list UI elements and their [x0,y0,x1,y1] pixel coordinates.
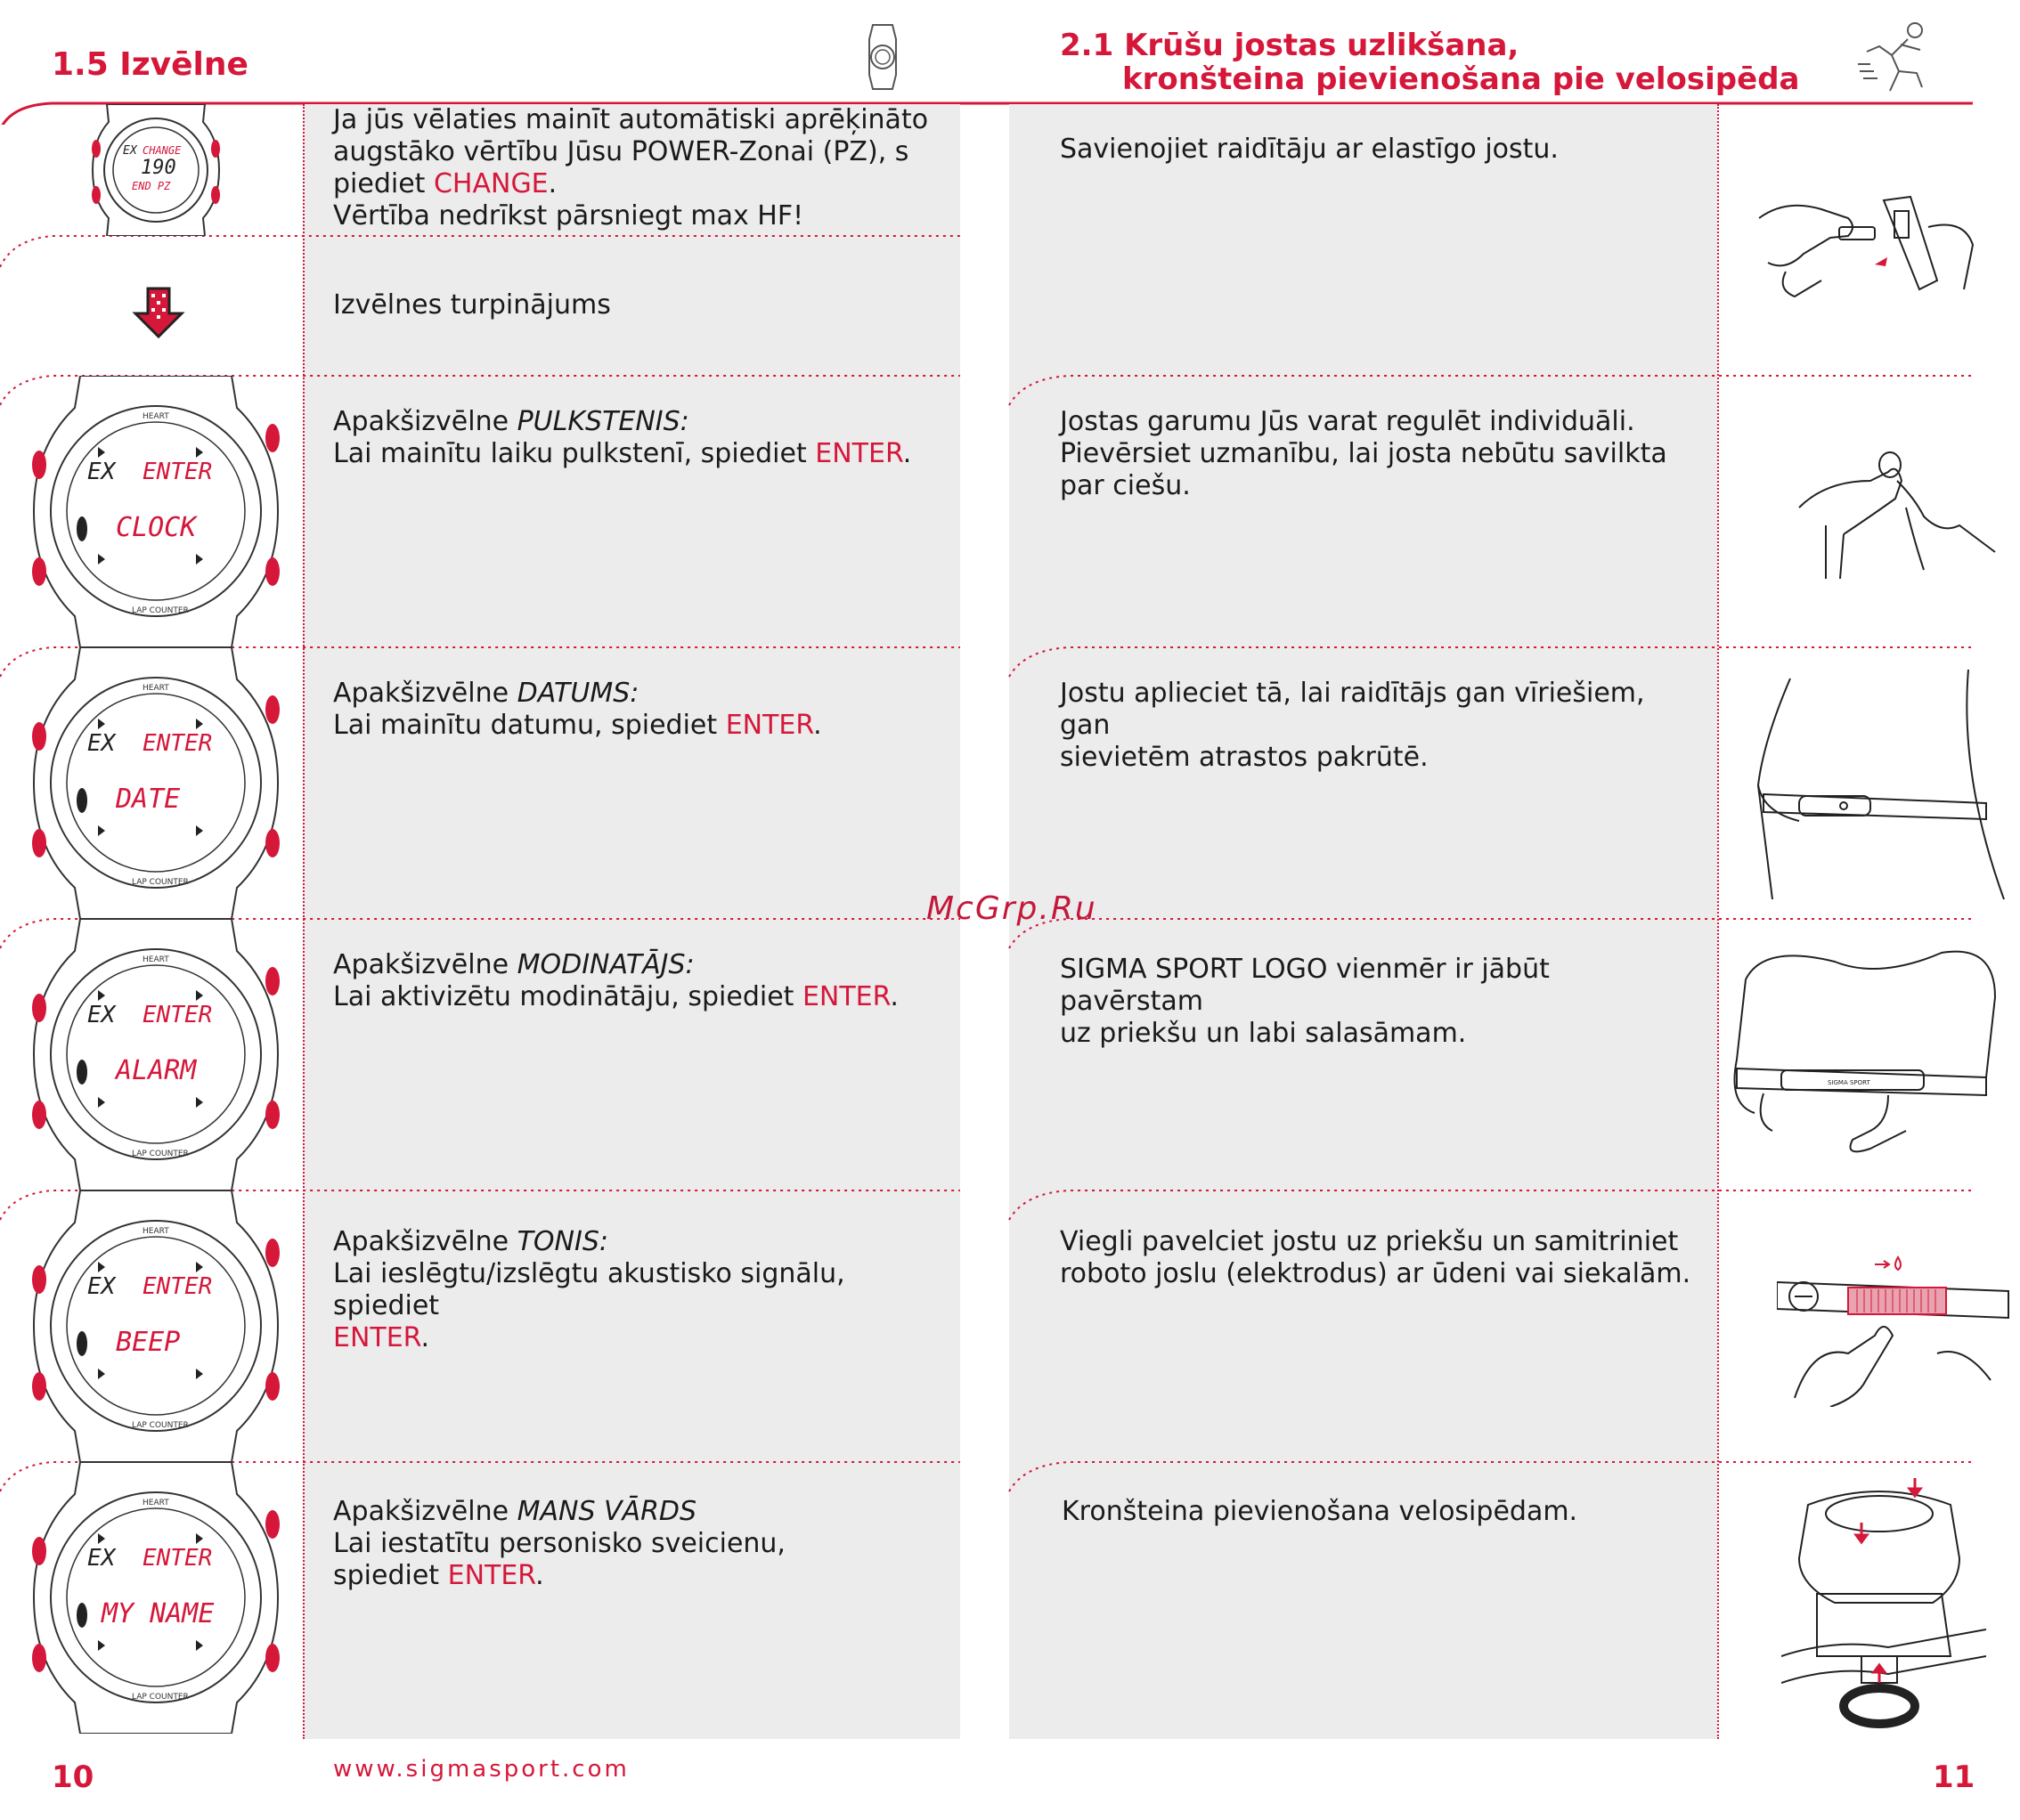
svg-text:LAP COUNTER: LAP COUNTER [132,1421,189,1430]
enter-action: ENTER [447,1560,536,1591]
transmitter-strap-icon [1750,191,1982,307]
svg-text:DATE: DATE [116,784,181,815]
row2-text: Izvēlnes turpinājums [333,289,611,321]
svg-text:HEART: HEART [143,412,169,421]
watermark: McGrp.Ru [926,890,1097,927]
svg-text:CLOCK: CLOCK [116,512,197,543]
svg-text:EX: EX [87,459,116,485]
svg-text:HEART: HEART [143,1499,169,1507]
svg-text:HEART: HEART [143,684,169,693]
bike-bracket-icon [1781,1478,1986,1736]
page-number-right: 11 [1933,1759,1975,1795]
right-row2-text: Jostas garumu Jūs varat regulēt individuāli. Pievērsiet uzmanību, lai josta nebūtu savilkta par ciešu. [1060,406,1667,501]
svg-text:SIGMA SPORT: SIGMA SPORT [1828,1079,1870,1086]
svg-text:LAP COUNTER: LAP COUNTER [132,606,189,615]
page-title-right: 2.1 Krūšu jostas uzlikšana, kronšteina pievienošana pie velosipēda [1060,28,1800,97]
strap-adjust-icon [1790,445,2004,579]
page-title-left: 1.5 Izvēlne [52,46,248,83]
watch-display-alarm [27,919,285,1190]
svg-text:ENTER: ENTER [143,1545,213,1572]
svg-text:MY NAME: MY NAME [102,1598,215,1629]
row4-text: Apakšizvēlne DATUMS: Lai mainītu datumu, spiediet ENTER. [333,678,822,741]
svg-text:BEEP: BEEP [116,1327,181,1358]
row3-text: Apakšizvēlne PULKSTENIS: Lai mainītu laiku pulkstenī, spiediet ENTER. [333,406,912,469]
svg-text:LAP COUNTER: LAP COUNTER [132,878,189,887]
strap-on-chest-icon [1746,670,2013,901]
row6-text: Apakšizvēlne TONIS: Lai ieslēgtu/izslēgtu akustisko signālu, spiediet ENTER. [333,1226,845,1353]
runner-icon [1854,20,1934,96]
svg-text:EX: EX [87,1002,116,1028]
svg-text:LAP COUNTER: LAP COUNTER [132,1150,189,1158]
right-row6-text: Kronšteina pievienošana velosipēdam. [1062,1496,1578,1527]
change-action: CHANGE [433,168,549,199]
svg-text:END PZ: END PZ [132,180,171,192]
svg-text:ENTER: ENTER [143,459,213,485]
svg-text:EX: EX [87,730,116,757]
svg-text:ALARM: ALARM [116,1055,197,1086]
svg-text:EX: EX [87,1273,116,1300]
page-number-left: 10 [52,1759,94,1795]
logo-forward-icon [1728,944,2004,1166]
row1-text: Ja jūs vēlaties mainīt automātiski aprēķināto augstāko vērtību Jūsu POWER-Zonai (PZ), s piediet CHANGE. Vērtība nedrīkst pārsniegt max HF! [333,104,929,232]
svg-text:LAP COUNTER: LAP COUNTER [132,1693,189,1702]
right-row4-text: SIGMA SPORT LOGO vienmēr ir jābūt pavērstam uz priekšu un labi salasāmam. [1060,954,1550,1049]
svg-text:HEART: HEART [143,955,169,964]
enter-action: ENTER [725,710,814,741]
svg-text:ENTER: ENTER [143,730,213,757]
enter-action: ENTER [333,1322,421,1353]
svg-text:HEART: HEART [143,1227,169,1236]
svg-text:ENTER: ENTER [143,1002,213,1028]
watch-display-beep [27,1190,285,1462]
svg-text:ENTER: ENTER [143,1273,213,1300]
enter-action: ENTER [815,438,903,469]
svg-text:EX: EX [123,144,137,158]
row7-text: Apakšizvēlne MANS VĀRDS Lai iestatītu personisko sveicienu, spiediet ENTER. [333,1496,786,1591]
enter-action: ENTER [802,981,891,1012]
svg-text:CHANGE: CHANGE [143,144,182,157]
down-arrow-icon [132,287,185,340]
right-row3-text: Jostu aplieciet tā, lai raidītājs gan vīriešiem, gan sievietēm atrastos pakrūtē. [1060,678,1645,773]
right-row5-text: Viegli pavelciet jostu uz priekšu un samitriniet roboto joslu (elektrodus) ar ūdeni vai siekalām. [1060,1226,1691,1289]
watch-display-my-name [27,1462,285,1734]
moisten-electrodes-icon [1777,1255,2017,1407]
watch-display-date [27,647,285,919]
watch-display-change [89,104,223,236]
website-link[interactable]: www.sigmasport.com [333,1756,630,1783]
svg-text:EX: EX [87,1545,116,1572]
right-row1-text: Savienojiet raidītāju ar elastīgo jostu. [1060,134,1559,165]
row5-text: Apakšizvēlne MODINATĀJS: Lai aktivizētu modinātāju, spiediet ENTER. [333,949,899,1012]
watch-display-clock [27,376,285,647]
svg-text:190: 190 [141,157,176,179]
